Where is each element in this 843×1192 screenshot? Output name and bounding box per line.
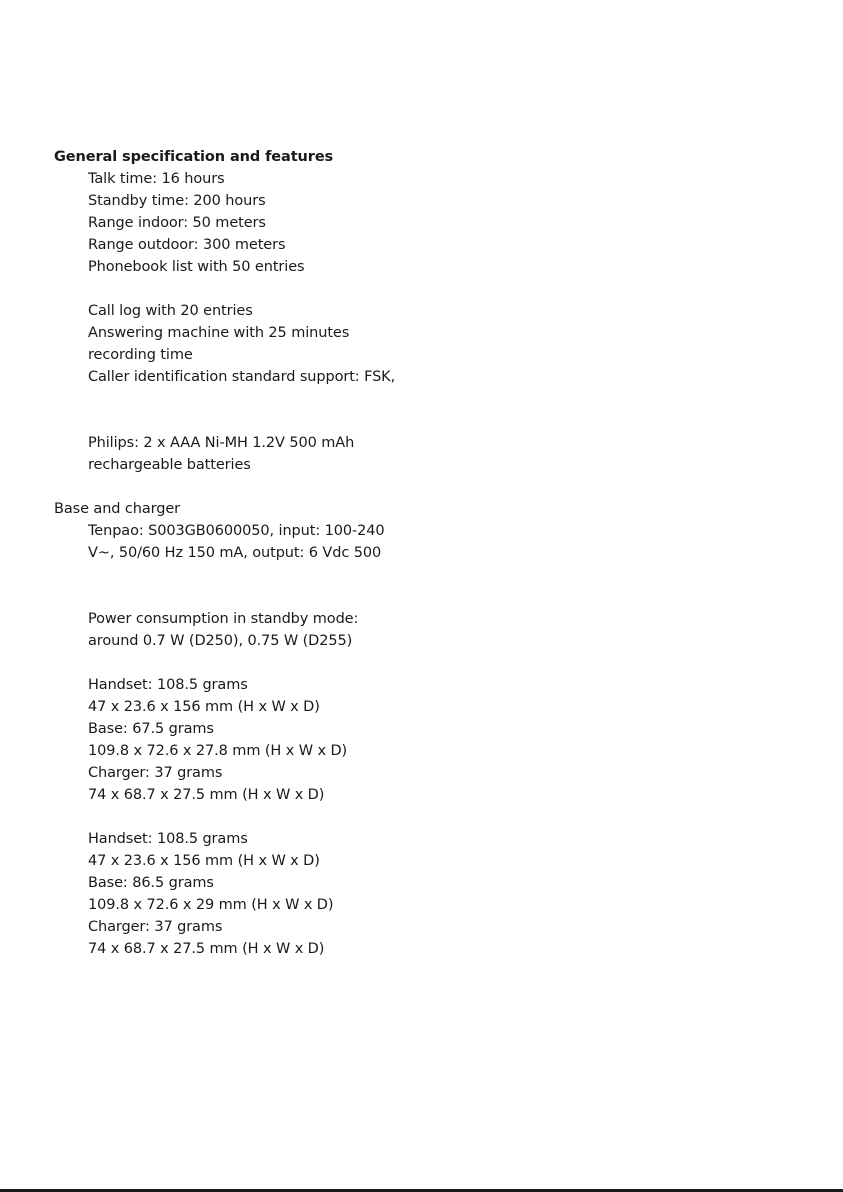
spec-line: Standby time: 200 hours <box>88 193 266 209</box>
spec-line: 109.8 x 72.6 x 29 mm (H x W x D) <box>88 897 334 913</box>
spec-line: Caller identification standard support: FSK, <box>88 369 396 385</box>
spec-line: Tenpao: S003GB0600050, input: 100-240 <box>88 523 385 539</box>
spec-line: Phonebook list with 50 entries <box>88 259 305 275</box>
spec-line: V~, 50/60 Hz 150 mA, output: 6 Vdc 500 <box>88 545 382 561</box>
spec-line: 74 x 68.7 x 27.5 mm (H x W x D) <box>88 941 325 957</box>
spec-line: Philips: 2 x AAA Ni-MH 1.2V 500 mAh <box>88 435 355 451</box>
spec-line: Handset: 108.5 grams <box>88 677 248 693</box>
section-heading-general: General specification and features <box>54 149 334 165</box>
spec-line: Talk time: 16 hours <box>88 171 225 187</box>
spec-line: Power consumption in standby mode: <box>88 611 359 627</box>
spec-line: 109.8 x 72.6 x 27.8 mm (H x W x D) <box>88 743 348 759</box>
spec-line: Base: 86.5 grams <box>88 875 214 891</box>
spec-line: Call log with 20 entries <box>88 303 253 319</box>
spec-line: Answering machine with 25 minutes <box>88 325 350 341</box>
spec-line: Range indoor: 50 meters <box>88 215 266 231</box>
spec-line: 47 x 23.6 x 156 mm (H x W x D) <box>88 699 320 715</box>
spec-line: 47 x 23.6 x 156 mm (H x W x D) <box>88 853 320 869</box>
spec-line: around 0.7 W (D250), 0.75 W (D255) <box>88 633 353 649</box>
section-heading-base: Base and charger <box>54 501 181 517</box>
spec-line: Range outdoor: 300 meters <box>88 237 286 253</box>
spec-line: Charger: 37 grams <box>88 765 223 781</box>
spec-line: Charger: 37 grams <box>88 919 223 935</box>
spec-line: rechargeable batteries <box>88 457 251 473</box>
spec-line: Handset: 108.5 grams <box>88 831 248 847</box>
spec-line: Base: 67.5 grams <box>88 721 214 737</box>
spec-line: recording time <box>88 347 193 363</box>
spec-line: 74 x 68.7 x 27.5 mm (H x W x D) <box>88 787 325 803</box>
